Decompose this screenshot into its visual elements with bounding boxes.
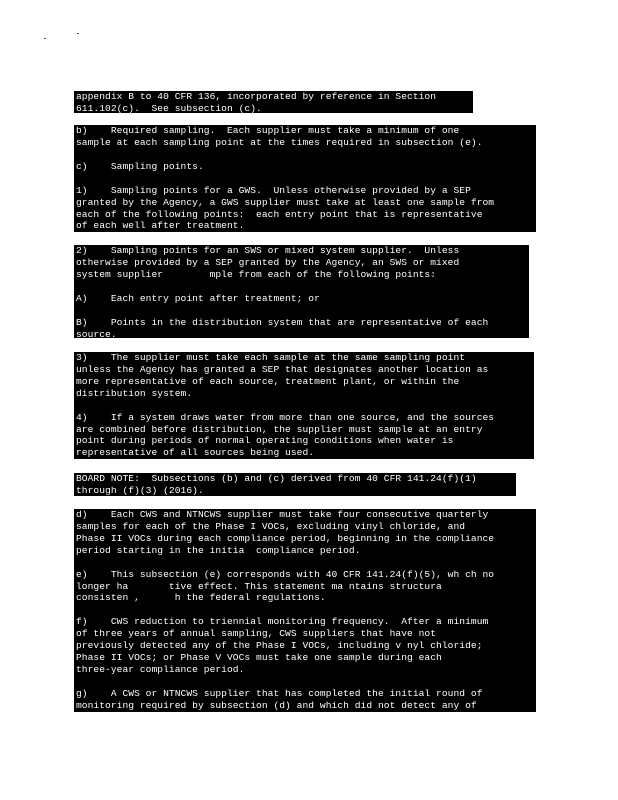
text-line: appendix B to 40 CFR 136, incorporated by reference in Section: [76, 91, 437, 102]
text-block-subsection-d-g: [74, 509, 536, 712]
text-line: sample at each sampling point at the times required in subsection (e).: [76, 136, 483, 148]
text-line: g) A CWS or NTNCWS supplier that has completed the initial round of: [76, 687, 483, 699]
text-block-board-note: [74, 473, 516, 496]
paragraph-gap: [76, 149, 534, 161]
text-line: monitoring required by subsection (d) and which did not detect any of: [76, 699, 477, 711]
text-line: 3) The supplier must take each sample at the same sampling point: [76, 352, 466, 363]
scan-speck: [44, 38, 46, 39]
text-line: Phase II VOCs; or Phase V VOCs must take one sample during each: [76, 652, 442, 664]
text-line: samples for each of the Phase I VOCs, excluding vinyl chloride, and: [76, 520, 466, 532]
paragraph-gap: [76, 173, 534, 185]
paragraph-gap: [76, 281, 527, 293]
text-line: 2) Sampling points for an SWS or mixed system supplier. Unless: [76, 245, 460, 256]
text-line: each of the following points: each entry point that is representative: [76, 208, 483, 220]
text-line: consisten , h the federal regulations.: [76, 592, 326, 604]
text-line: through (f)(3) (2016).: [76, 484, 204, 496]
text-block-subsection-b-c1: [74, 125, 536, 232]
text-line: of three years of annual sampling, CWS suppliers that have not: [76, 628, 437, 640]
text-line: 611.102(c). See subsection (c).: [76, 102, 262, 113]
paragraph-gap: [76, 676, 534, 688]
text-line: representative of all sources being used.: [76, 447, 315, 459]
text-line: are combined before distribution, the supplier must sample at an entry: [76, 423, 483, 435]
paragraph-gap: [76, 557, 534, 569]
text-line: of each well after treatment.: [76, 220, 245, 232]
text-line: previously detected any of the Phase I VOCs, including v nyl chloride;: [76, 640, 483, 652]
text-line: unless the Agency has granted a SEP that designates another location as: [76, 363, 489, 375]
text-block-subsection-c2: [74, 245, 529, 338]
text-line: d) Each CWS and NTNCWS supplier must take four consecutive quarterly: [76, 509, 489, 520]
paragraph-gap: [76, 400, 532, 412]
text-line: point during periods of normal operating conditions when water is: [76, 435, 454, 447]
text-line: A) Each entry point after treatment; or: [76, 292, 320, 304]
text-line: otherwise provided by a SEP granted by the Agency, an SWS or mixed: [76, 256, 460, 268]
text-line: f) CWS reduction to triennial monitoring frequency. After a minimum: [76, 616, 489, 628]
text-line: granted by the Agency, a GWS supplier must take at least one sample from: [76, 196, 495, 208]
paragraph-gap: [76, 604, 534, 616]
text-line: system supplier mple from each of the following points:: [76, 268, 437, 280]
text-line: period starting in the initia compliance period.: [76, 544, 361, 556]
text-line: 1) Sampling points for a GWS. Unless otherwise provided by a SEP: [76, 184, 471, 196]
paragraph-gap: [76, 305, 527, 317]
text-block-subsection-c3-c4: [74, 352, 534, 459]
text-line: c) Sampling points.: [76, 160, 204, 172]
text-line: B) Points in the distribution system that are representative of each: [76, 316, 489, 328]
text-line: Phase II VOCs during each compliance period, beginning in the compliance: [76, 532, 495, 544]
text-line: e) This subsection (e) corresponds with 40 CFR 141.24(f)(5), wh ch no: [76, 568, 495, 580]
text-line: more representative of each source, treatment plant, or within the: [76, 375, 460, 387]
text-line: three-year compliance period.: [76, 663, 245, 675]
scan-speck: [77, 33, 79, 34]
text-line: longer ha tive effect. This statement ma ntains structura: [76, 580, 442, 592]
text-line: BOARD NOTE: Subsections (b) and (c) derived from 40 CFR 141.24(f)(1): [76, 473, 477, 484]
text-line: distribution system.: [76, 387, 193, 399]
text-block-appendix-ref: [74, 91, 473, 113]
text-line: b) Required sampling. Each supplier must take a minimum of one: [76, 125, 460, 136]
text-line: 4) If a system draws water from more than one source, and the sources: [76, 411, 495, 423]
text-line: source.: [76, 328, 117, 338]
